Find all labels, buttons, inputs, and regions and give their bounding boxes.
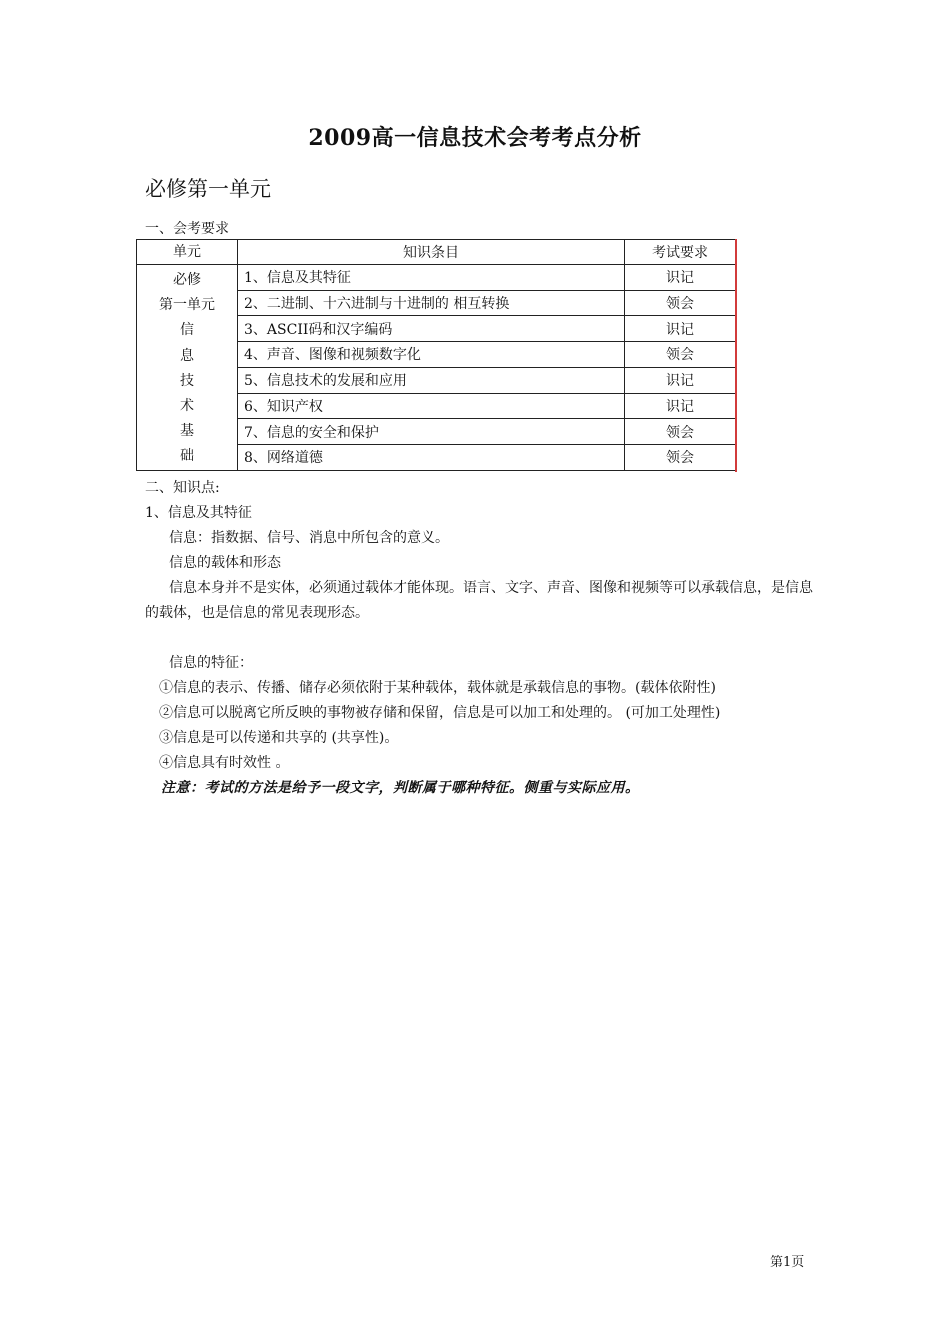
item-cell: 7、信息的安全和保护 bbox=[238, 419, 625, 445]
feature-item: ③信息是可以传递和共享的 (共享性)。 bbox=[159, 730, 399, 746]
margin-marker-line bbox=[735, 239, 737, 472]
carrier-paragraph: 信息本身并不是实体，必须通过载体才能体现。语言、文字、声音、图像和视频等可以承载信息，是信息的载体，也是信息的常见表现形态。 bbox=[145, 580, 813, 621]
unit-line: 术 bbox=[180, 398, 194, 415]
requirement-cell: 领会 bbox=[625, 419, 736, 445]
feature-item: ①信息的表示、传播、储存必须依附于某种载体，载体就是承载信息的事物。(载体依附性) bbox=[159, 680, 716, 696]
unit-line: 基 bbox=[180, 423, 194, 440]
unit-line: 必修 bbox=[173, 272, 201, 288]
requirement-cell: 识记 bbox=[625, 393, 736, 419]
item-cell: 2、二进制、十六进制与十进制的 相互转换 bbox=[238, 290, 625, 316]
item-cell: 4、声音、图像和视频数字化 bbox=[238, 342, 625, 368]
requirement-cell: 识记 bbox=[625, 316, 736, 342]
unit-line: 信 bbox=[180, 322, 194, 339]
unit-line: 第一单元 bbox=[159, 297, 215, 314]
requirement-cell: 识记 bbox=[625, 265, 736, 291]
table-header-row bbox=[137, 240, 736, 265]
unit-cell bbox=[137, 265, 238, 471]
header-item: 知识条目 bbox=[238, 240, 625, 265]
exam-note: 注意：考试的方法是给予一段文字，判断属于哪种特征。侧重与实际应用。 bbox=[161, 780, 640, 796]
header-requirement: 考试要求 bbox=[625, 240, 736, 265]
topic-1-heading: 1、信息及其特征 bbox=[145, 505, 252, 521]
page-number: 第1页 bbox=[770, 1255, 805, 1270]
feature-item: ④信息具有时效性 。 bbox=[159, 755, 290, 771]
requirement-cell: 领会 bbox=[625, 342, 736, 368]
requirement-cell: 领会 bbox=[625, 290, 736, 316]
item-cell: 8、网络道德 bbox=[238, 444, 625, 470]
item-cell: 3、ASCII码和汉字编码 bbox=[238, 316, 625, 342]
item-cell: 6、知识产权 bbox=[238, 393, 625, 419]
table-row bbox=[137, 265, 736, 291]
item-cell: 1、信息及其特征 bbox=[238, 265, 625, 291]
unit-heading: 必修第一单元 bbox=[145, 177, 271, 201]
requirement-cell: 识记 bbox=[625, 367, 736, 393]
unit-line: 技 bbox=[180, 372, 194, 389]
section-1-label: 一、会考要求 bbox=[145, 221, 229, 237]
requirement-cell: 领会 bbox=[625, 444, 736, 470]
feature-item: ②信息可以脱离它所反映的事物被存储和保留，信息是可以加工和处理的。 (可加工处理性) bbox=[159, 705, 721, 721]
unit-line: 息 bbox=[180, 347, 194, 364]
header-unit: 单元 bbox=[137, 240, 238, 265]
section-2-label: 二、知识点: bbox=[145, 480, 220, 496]
knowledge-points bbox=[145, 476, 815, 801]
information-definition: 信息：指数据、信号、消息中所包含的意义。 bbox=[169, 530, 449, 546]
requirements-table bbox=[136, 239, 736, 471]
unit-line: 础 bbox=[180, 448, 194, 465]
features-heading: 信息的特征： bbox=[169, 655, 253, 671]
item-cell: 5、信息技术的发展和应用 bbox=[238, 367, 625, 393]
document-title: 2009高一信息技术会考考点分析 bbox=[308, 125, 642, 151]
carrier-heading: 信息的载体和形态 bbox=[169, 555, 281, 571]
